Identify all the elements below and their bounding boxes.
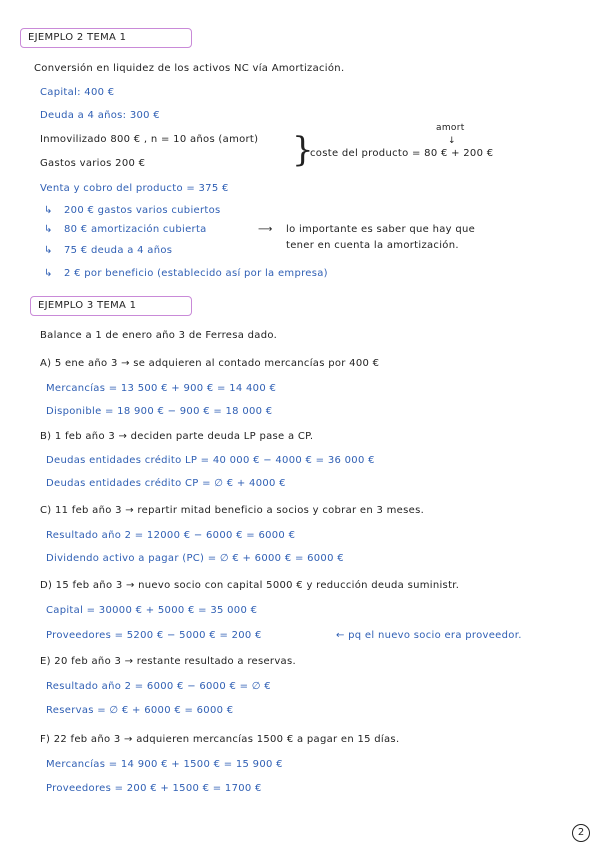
ex3-d-note: ← pq el nuevo socio era proveedor. <box>336 630 522 641</box>
ex2-intro: Conversión en liquidez de los activos NC vía Amortización. <box>34 63 345 74</box>
arrow-return-icon: ↳ <box>44 224 53 235</box>
example-3-heading: EJEMPLO 3 TEMA 1 <box>38 300 137 311</box>
ex2-capital: Capital: 400 € <box>40 87 115 98</box>
ex3-c-line-2: Dividendo activo a pagar (PC) = ∅ € + 6000 € = 6000 € <box>46 553 344 564</box>
ex3-a-line-1: Mercancías = 13 500 € + 900 € = 14 400 € <box>46 383 277 394</box>
example-2-heading: EJEMPLO 2 TEMA 1 <box>28 32 127 43</box>
ex3-c-title: C) 11 feb año 3 → repartir mitad beneficio a socios y cobrar en 3 meses. <box>40 505 425 516</box>
ex2-line-1: 200 € gastos varios cubiertos <box>64 205 221 216</box>
brace-symbol: } <box>292 130 314 170</box>
page-number: 2 <box>572 824 590 842</box>
ex3-b-line-2: Deudas entidades crédito CP = ∅ € + 4000 € <box>46 478 286 489</box>
ex2-note-2: tener en cuenta la amortización. <box>286 240 459 251</box>
arrow-return-icon: ↳ <box>44 245 53 256</box>
ex2-deuda: Deuda a 4 años: 300 € <box>40 110 160 121</box>
ex3-a-title: A) 5 ene año 3 → se adquieren al contado mercancías por 400 € <box>40 358 380 369</box>
ex3-a-line-2: Disponible = 18 900 € − 900 € = 18 000 € <box>46 406 273 417</box>
arrow-return-icon: ↳ <box>44 268 53 279</box>
ex3-e-line-2: Reservas = ∅ € + 6000 € = 6000 € <box>46 705 234 716</box>
arrow-return-icon: ↳ <box>44 205 53 216</box>
ex2-line-2: 80 € amortización cubierta <box>64 224 207 235</box>
ex3-d-line-2: Proveedores = 5200 € − 5000 € = 200 € <box>46 630 262 641</box>
ex2-line-4: 2 € por beneficio (establecido así por la empresa) <box>64 268 328 279</box>
ex2-gastos: Gastos varios 200 € <box>40 158 146 169</box>
ex2-line-3: 75 € deuda a 4 años <box>64 245 173 256</box>
ex3-c-line-1: Resultado año 2 = 12000 € − 6000 € = 6000 € <box>46 530 296 541</box>
ex3-f-line-1: Mercancías = 14 900 € + 1500 € = 15 900 € <box>46 759 283 770</box>
ex2-coste: coste del producto = 80 € + 200 € <box>310 148 494 159</box>
ex3-e-line-1: Resultado año 2 = 6000 € − 6000 € = ∅ € <box>46 681 271 692</box>
arrow-right-icon: ⟶ <box>258 224 273 235</box>
ex3-b-line-1: Deudas entidades crédito LP = 40 000 € − 4000 € = 36 000 € <box>46 455 375 466</box>
ex3-f-title: F) 22 feb año 3 → adquieren mercancías 1500 € a pagar en 15 días. <box>40 734 400 745</box>
ex3-f-line-2: Proveedores = 200 € + 1500 € = 1700 € <box>46 783 262 794</box>
ex3-b-title: B) 1 feb año 3 → deciden parte deuda LP pase a CP. <box>40 431 314 442</box>
ex3-intro: Balance a 1 de enero año 3 de Ferresa dado. <box>40 330 278 341</box>
ex3-d-line-1: Capital = 30000 € + 5000 € = 35 000 € <box>46 605 258 616</box>
ex2-venta: Venta y cobro del producto = 375 € <box>40 183 229 194</box>
amort-label: amort <box>436 123 465 133</box>
ex3-e-title: E) 20 feb año 3 → restante resultado a reservas. <box>40 656 296 667</box>
ex3-d-title: D) 15 feb año 3 → nuevo socio con capital 5000 € y reducción deuda suministr. <box>40 580 460 591</box>
ex2-inmovilizado: Inmovilizado 800 € , n = 10 años (amort) <box>40 134 259 145</box>
arrow-down-icon: ↓ <box>448 136 456 146</box>
ex2-note-1: lo importante es saber que hay que <box>286 224 476 235</box>
